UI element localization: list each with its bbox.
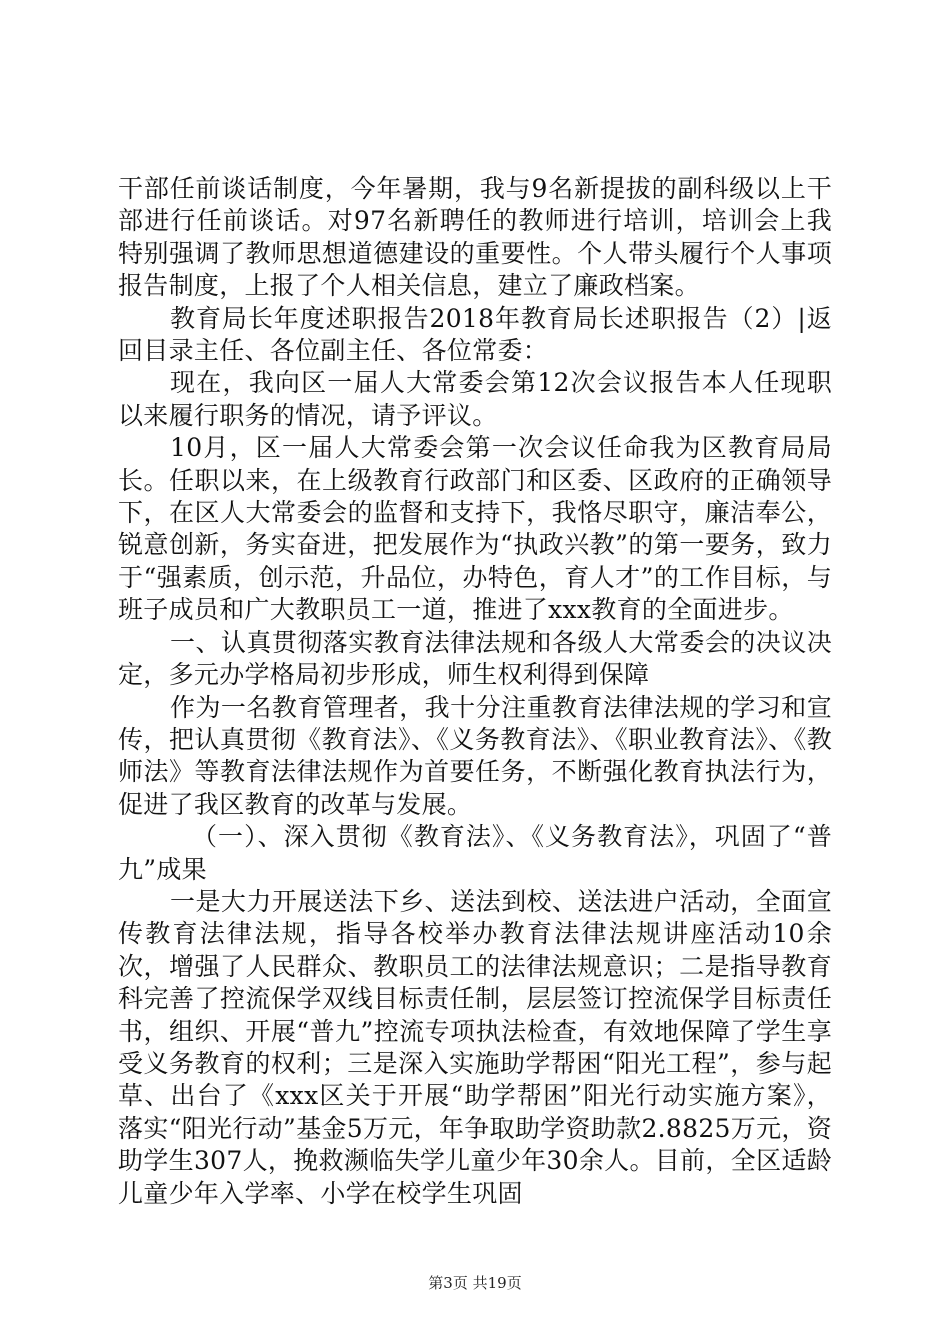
paragraph-measures: 一是大力开展送法下乡、送法到校、送法进户活动，全面宣传教育法律法规，指导各校举办教育法律法规讲座活动10余次，增强了人民群众、教职员工的法律法规意识；二是指导教育科完善了控流保学双线目标责任制，层层签订控流保学目标责任书，组织、开展“普九”控流专项执法检查，有效地保障了学生享受义务教育的权利；三是深入实施助学帮困“阳光工程”，参与起草、出台了《xxx区关于开展“助学帮困”阳光行动实施方案》，落实“阳光行动”基金5万元，年争取助学资助款2.8825万元，资助学生307人，挽救濒临失学儿童少年30余人。目前，全区适龄儿童少年入学率、小学在校学生巩固 [118, 886, 832, 1208]
page-number-footer: 第3页 共19页 [428, 1274, 522, 1292]
paragraph-intro: 现在，我向区一届人大常委会第12次会议报告本人任现职以来履行职务的情况，请予评议。 [118, 368, 832, 430]
subsection-heading-1: （一）、深入贯彻《教育法》、《义务教育法》，巩固了“普九”成果 [118, 822, 832, 884]
paragraph-continuation: 干部任前谈话制度，今年暑期，我与9名新提拔的副科级以上干部进行任前谈话。对97名新聘任的教师进行培训，培训会上我特别强调了教师思想道德建设的重要性。个人带头履行个人事项报告制度，上报了个人相关信息，建立了廉政档案。 [118, 174, 832, 301]
paragraph-education-law: 作为一名教育管理者，我十分注重教育法律法规的学习和宣传，把认真贯彻《教育法》、《义务教育法》、《职业教育法》、《教师法》等教育法律法规作为首要任务，不断强化教育执法行为，促进了我区教育的改革与发展。 [118, 692, 832, 819]
paragraph-report-title: 教育局长年度述职报告2018年教育局长述职报告（2）|返回目录主任、各位副主任、各位常委： [118, 303, 832, 366]
document-body [118, 173, 832, 1210]
section-heading-1: 一、认真贯彻落实教育法律法规和各级人大常委会的决议决定，多元办学格局初步形成，师生权利得到保障 [118, 627, 832, 690]
paragraph-appointment: 10月，区一届人大常委会第一次会议任命我为区教育局局长。任职以来，在上级教育行政部门和区委、区政府的正确领导下，在区人大常委会的监督和支持下，我恪尽职守，廉洁奉公，锐意创新，务实奋进，把发展作为“执政兴教”的第一要务，致力于“强素质，创示范，升品位，办特色，育人才”的工作目标，与班子成员和广大教职员工一道，推进了xxx教育的全面进步。 [118, 433, 832, 625]
